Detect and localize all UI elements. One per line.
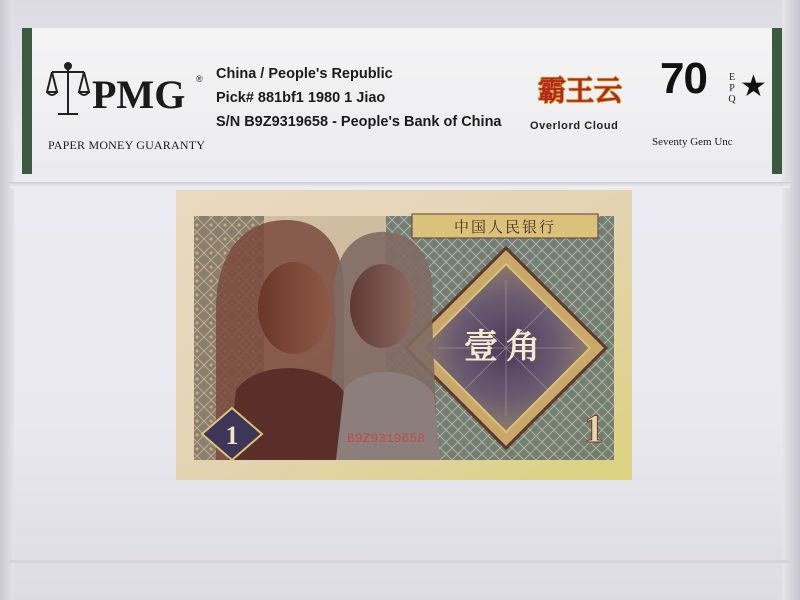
holder-right-edge [782,0,800,600]
pmg-logo-text: PMG [92,72,186,117]
holder-bottom-ridge [10,560,790,563]
epq-designation: E P Q [728,72,736,105]
bank-name-text: 中国人民银行 [453,218,557,236]
denomination-chinese-text: 壹角 [464,327,548,367]
lower-left-numeral-text: 1 [225,421,239,450]
pmg-tagline: PAPER MONEY GUARANTY [48,138,206,152]
label-info [216,62,502,134]
banknote-serial-text: B9Z9319658 [346,431,426,446]
variety-chinese-characters [532,66,628,110]
country-text: China / People's Republic [216,66,393,82]
variety-text: Overlord Cloud [530,120,619,132]
svg-text:®: ® [196,74,203,84]
grade-description: Seventy Gem Unc [652,136,733,148]
grading-label [22,28,782,174]
variety-chinese-text: 霸王云 [537,74,623,107]
pick-text: Pick# 881bf1 1980 1 Jiao [216,90,386,106]
banknote [176,190,632,480]
holder-left-edge [0,0,14,600]
pmg-logo [46,58,206,128]
lower-right-numeral-text: 1 [584,406,604,451]
holder-ridge [10,182,790,188]
serial-text: S/N B9Z9319658 - People's Bank of China [216,114,502,130]
scales-icon [47,63,89,114]
grade-number: 70 [660,54,707,103]
star-designation-icon: ★ [740,69,767,104]
